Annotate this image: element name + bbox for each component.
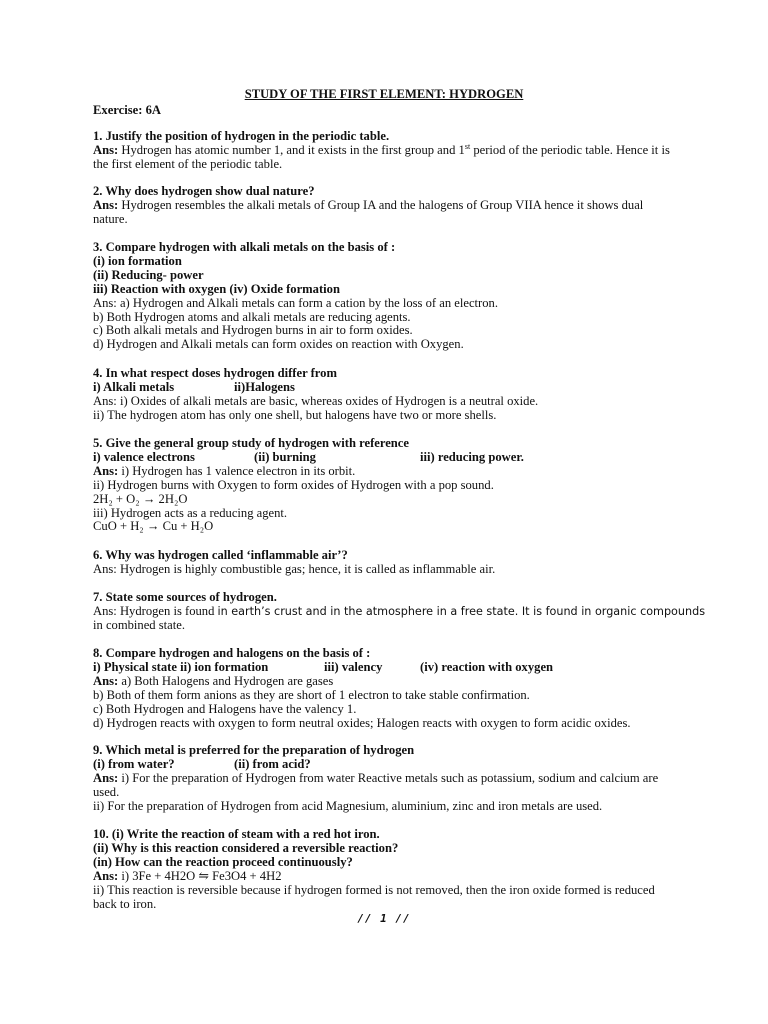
question-9-parts: (i) from water? (ii) from acid? — [93, 756, 311, 771]
question-5: 5. Give the general group study of hydrogen with reference — [93, 436, 409, 450]
answer-1: Ans: Hydrogen has atomic number 1, and it exists in the first group and 1st period of the periodic table. Hence it is the first element of the periodic table. — [93, 141, 670, 171]
question-10-block — [93, 828, 676, 911]
question-6-block — [93, 549, 676, 577]
question-3-block — [93, 241, 676, 352]
question-10-iii: (in) How can the reaction proceed continuously? — [93, 854, 353, 869]
question-6: 6. Why was hydrogen called ‘inflammable air’? — [93, 548, 348, 562]
ans-label: Ans: — [93, 197, 119, 212]
question-3-part-i: (i) ion formation — [93, 253, 182, 268]
ans-label: Ans: — [93, 673, 119, 688]
question-10-i: 10. (i) Write the reaction of steam with a red hot iron. — [93, 827, 380, 841]
ans-label: Ans: — [93, 868, 119, 883]
answer-9-i: Ans: i) For the preparation of Hydrogen from water Reactive metals such as potassium, sodium and calcium are used. — [93, 770, 659, 799]
question-8: 8. Compare hydrogen and halogens on the basis of : — [93, 646, 371, 660]
answer-2: Ans: Hydrogen resembles the alkali metals of Group IA and the halogens of Group VIIA hence it shows dual nature. — [93, 197, 644, 226]
answer-8-c: c) Both Hydrogen and Halogens have the valency 1. — [93, 701, 357, 716]
answer-6: Ans: Hydrogen is highly combustible gas; hence, it is called as inflammable air. — [93, 561, 496, 576]
answer-5-i: Ans: i) Hydrogen has 1 valence electron in its orbit. — [93, 463, 356, 478]
question-1: 1. Justify the position of hydrogen in the periodic table. — [93, 129, 390, 143]
question-3: 3. Compare hydrogen with alkali metals on the basis of : — [93, 240, 396, 254]
question-3-part-ii: (ii) Reducing- power — [93, 267, 204, 282]
answer-10-ii: ii) This reaction is reversible because if hydrogen formed is not removed, then the iron oxide formed is reduced back to iron. — [93, 882, 655, 911]
answer-8-d: d) Hydrogen reacts with oxygen to form neutral oxides; Halogen reacts with oxygen to form acidic oxides. — [93, 715, 631, 730]
ans-label: Ans: — [93, 463, 119, 478]
question-9: 9. Which metal is preferred for the preparation of hydrogen — [93, 743, 415, 757]
question-3-part-iii: iii) Reaction with oxygen (iv) Oxide formation — [93, 281, 340, 296]
answer-8-b: b) Both of them form anions as they are short of 1 electron to take stable confirmation. — [93, 687, 530, 702]
question-9-block — [93, 744, 676, 814]
ans-label: Ans: — [93, 770, 119, 785]
equation-1: 2H₂ + O₂ → 2H₂O — [93, 491, 188, 506]
answer-5-ii: ii) Hydrogen burns with Oxygen to form oxides of Hydrogen with a pop sound. — [93, 477, 494, 492]
page-number: // 1 // — [357, 912, 411, 925]
question-7-block — [93, 590, 706, 633]
answer-5-iii: iii) Hydrogen acts as a reducing agent. — [93, 505, 288, 520]
question-2: 2. Why does hydrogen show dual nature? — [93, 184, 315, 198]
answer-3-c: c) Both alkali metals and Hydrogen burns in air to form oxides. — [93, 323, 413, 338]
question-4-block — [93, 367, 676, 423]
question-5-parts: i) valence electrons (ii) burning iii) reducing power. — [93, 449, 524, 464]
question-2-block — [93, 185, 676, 227]
ans-label: Ans: — [93, 142, 119, 157]
answer-3-b: b) Both Hydrogen atoms and alkali metals are reducing agents. — [93, 309, 411, 324]
document-title: STUDY OF THE FIRST ELEMENT: HYDROGEN — [244, 87, 524, 101]
question-4-parts: i) Alkali metals ii)Halogens — [93, 379, 295, 394]
question-8-parts: i) Physical state ii) ion formation iii) valency (iv) reaction with oxygen — [93, 659, 554, 674]
answer-9-ii: ii) For the preparation of Hydrogen from acid Magnesium, aluminium, zinc and iron metals are used. — [93, 798, 603, 813]
answer-7-cont: in combined state. — [93, 617, 185, 632]
question-1-block — [93, 130, 676, 172]
answer-3-a: Ans: a) Hydrogen and Alkali metals can form a cation by the loss of an electron. — [93, 295, 498, 310]
question-8-block — [93, 647, 676, 730]
exercise-label: Exercise: 6A — [93, 103, 161, 117]
answer-10-i: Ans: i) 3Fe + 4H2O ⇋ Fe3O4 + 4H2 — [93, 868, 282, 883]
equation-2: CuO + H₂ → Cu + H₂O — [93, 519, 214, 534]
answer-3-d: d) Hydrogen and Alkali metals can form oxides on reaction with Oxygen. — [93, 337, 464, 352]
answer-7: Ans: Hydrogen is found in earth’s crust and in the atmosphere in a free state. It is found in organic compounds — [93, 603, 706, 618]
question-7: 7. State some sources of hydrogen. — [93, 590, 277, 604]
answer-8-a: Ans: a) Both Halogens and Hydrogen are gases — [93, 673, 334, 688]
question-5-block — [93, 437, 676, 534]
answer-4-i: Ans: i) Oxides of alkali metals are basic, whereas oxides of Hydrogen is a neutral oxide. — [93, 393, 539, 408]
question-10-ii: (ii) Why is this reaction considered a reversible reaction? — [93, 840, 399, 855]
question-4: 4. In what respect doses hydrogen differ from — [93, 366, 337, 380]
answer-4-ii: ii) The hydrogen atom has only one shell, but halogens have two or more shells. — [93, 407, 497, 422]
